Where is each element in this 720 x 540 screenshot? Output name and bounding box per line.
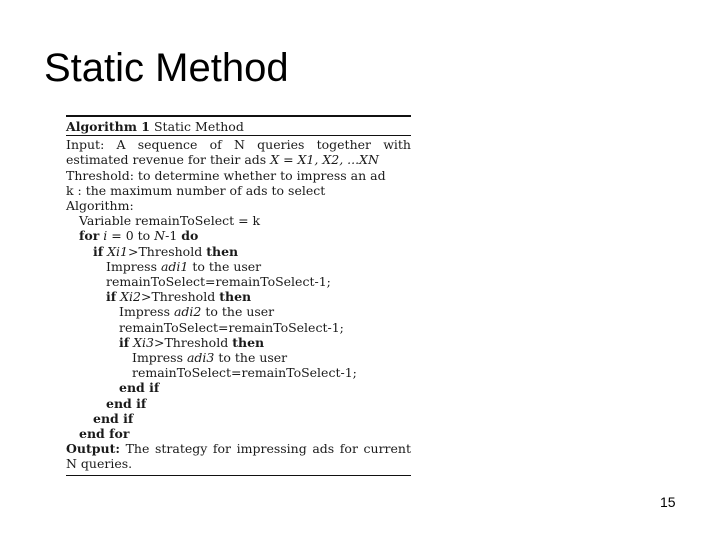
then-keyword: then <box>206 243 239 259</box>
ad-i3: adi3 <box>186 350 215 366</box>
impress-prefix: Impress <box>132 350 187 366</box>
threshold-compare: >Threshold <box>153 334 229 350</box>
bottom-rule <box>66 475 411 476</box>
algorithm-label: Algorithm 1 <box>66 119 150 134</box>
threshold-line: Threshold: to determine whether to impress an ad <box>66 167 386 183</box>
x-i3: Xi3 <box>133 334 154 350</box>
decrement-line-2: remainToSelect=remainToSelect-1; <box>119 319 344 335</box>
algorithm-name: Static Method <box>153 119 244 134</box>
end-if-3: end if <box>119 380 160 396</box>
if-line-3 <box>66 335 411 350</box>
then-keyword: then <box>232 334 265 350</box>
end-if-2: end if <box>106 395 147 411</box>
for-range: = 0 to <box>107 228 155 244</box>
impress-line-2 <box>66 304 411 319</box>
if-line-2 <box>66 289 411 304</box>
end-for: end for <box>79 426 130 442</box>
if-keyword: if <box>119 334 130 350</box>
x-i2: Xi2 <box>120 289 141 305</box>
if-keyword: if <box>93 243 104 259</box>
for-line <box>66 228 411 243</box>
algorithm-section-label: Algorithm: <box>66 198 134 214</box>
for-variable: i <box>103 228 108 244</box>
impress-prefix: Impress <box>119 304 174 320</box>
input-line <box>66 137 411 167</box>
input-math: X = X1, X2, ...XN <box>270 152 379 168</box>
decrement-line-3: remainToSelect=remainToSelect-1; <box>132 365 357 381</box>
slide-title: Static Method <box>44 46 289 90</box>
decrement-line-1: remainToSelect=remainToSelect-1; <box>106 274 331 290</box>
output-line <box>66 441 411 471</box>
ad-i2: adi2 <box>173 304 202 320</box>
for-n: N <box>154 228 166 244</box>
k-line: k : the maximum number of ads to select <box>66 182 326 198</box>
input-label: Input: <box>66 137 105 153</box>
x-i1: Xi1 <box>107 243 128 259</box>
impress-line-1 <box>66 259 411 274</box>
impress-prefix: Impress <box>106 258 161 274</box>
do-keyword: do <box>181 228 199 244</box>
for-range-end: -1 <box>165 228 178 244</box>
output-text: The strategy for impressing ads for current N queries. <box>66 441 411 472</box>
then-keyword: then <box>219 289 252 305</box>
threshold-compare: >Threshold <box>127 243 203 259</box>
if-keyword: if <box>106 289 117 305</box>
end-if-1: end if <box>93 410 134 426</box>
ad-i1: adi1 <box>160 258 189 274</box>
threshold-compare: >Threshold <box>140 289 216 305</box>
algorithm-box <box>66 115 411 476</box>
impress-line-3 <box>66 350 411 365</box>
algorithm-header <box>66 117 411 135</box>
if-line-1 <box>66 244 411 259</box>
variable-line: Variable remainToSelect = k <box>79 213 261 229</box>
output-label: Output: <box>66 441 120 457</box>
impress-suffix: to the user <box>201 304 275 320</box>
page-number: 15 <box>660 494 676 510</box>
impress-suffix: to the user <box>188 258 262 274</box>
algorithm-body <box>66 136 411 471</box>
for-keyword: for <box>79 228 100 244</box>
input-text: A sequence of N queries together with estimated revenue for their ads <box>66 137 411 168</box>
impress-suffix: to the user <box>214 350 288 366</box>
